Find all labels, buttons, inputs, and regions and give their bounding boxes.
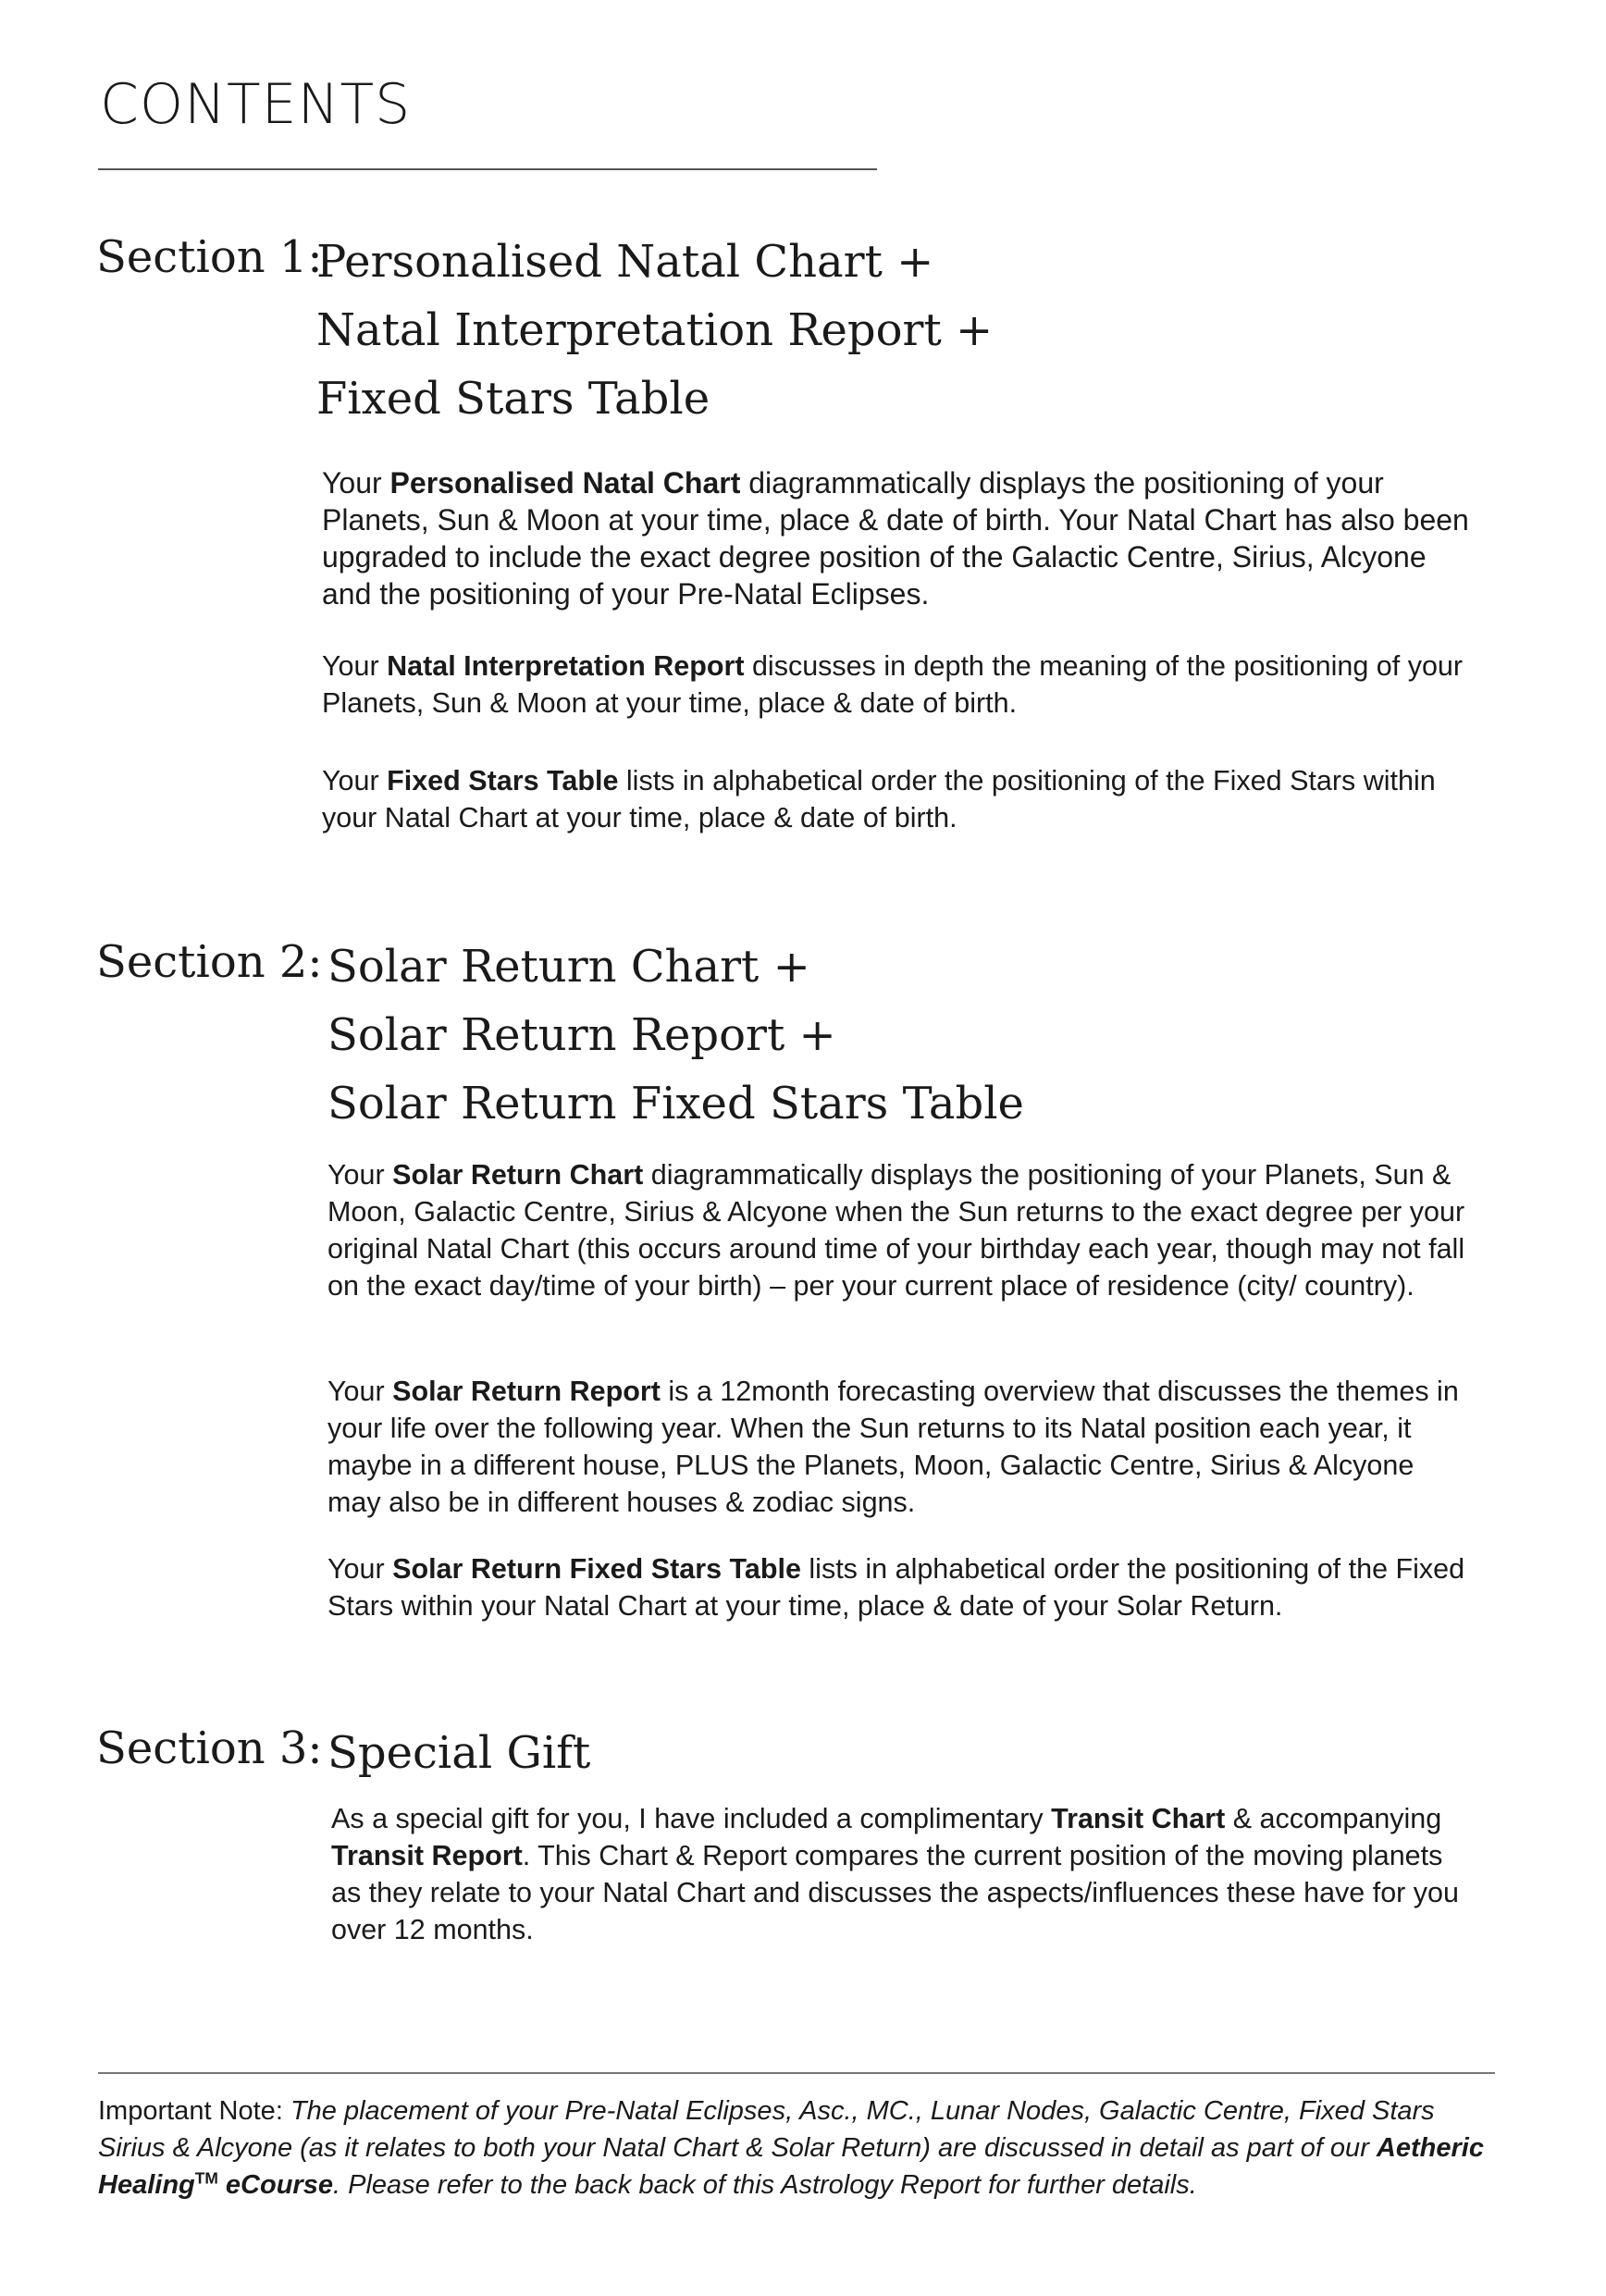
paragraph-text: Your (327, 1376, 393, 1407)
paragraph-text: . This Chart & Report compares the current position of the moving planets as they relate to your Natal Chart and discusses the aspects/influences these have for you over 12 months. (331, 1840, 1459, 1945)
important-note (98, 2092, 1504, 2203)
section-1-paragraph-interpretation (322, 648, 1469, 722)
note-text: The placement of your Pre-Natal Eclipses, Asc., MC., Lunar Nodes, Galactic Centre, Fixed Stars Sirius & Alcyone (as it relates to both your Natal Chart & Solar Return) are discussed in detail as part of our (98, 2096, 1435, 2163)
paragraph-text: discusses in depth the meaning of the positioning of your Planets, Sun & Moon at your time, place & date of birth. (322, 650, 1464, 719)
paragraph-term: Personalised Natal Chart (389, 466, 741, 500)
section-2-heading-line: Solar Return Chart + (327, 941, 810, 993)
footer-divider (98, 2072, 1495, 2074)
note-closing: . Please refer to the back back of this Astrology Report for further details. (332, 2170, 1197, 2200)
paragraph-text: Your (322, 765, 388, 796)
section-3-paragraph-special-gift (331, 1800, 1478, 1948)
paragraph-term: Fixed Stars Table (387, 765, 619, 796)
section-1-paragraph-fixed-stars (322, 762, 1469, 836)
trademark-mark: TM (194, 2168, 218, 2188)
paragraph-text: Your (322, 650, 388, 682)
paragraph-text: & accompanying (1225, 1803, 1442, 1834)
section-1-heading-line: Fixed Stars Table (316, 373, 710, 425)
section-2-heading-line: Solar Return Fixed Stars Table (327, 1078, 1024, 1129)
section-3-heading-line: Special Gift (327, 1727, 591, 1779)
note-brand: Aetheric Healing (98, 2133, 1484, 2200)
paragraph-text: diagrammatically displays the positioning of your Planets, Sun & Moon, Galactic Centre, Sirius & Alcyone when the Sun returns to the exact degree per your original Natal Chart (this occurs around time of your birthday each year, though may not fall on the exact day/time of your birth) – per your current place of residence (city/ country). (327, 1159, 1465, 1302)
paragraph-term: Solar Return Report (392, 1376, 661, 1407)
section-2-heading-line: Solar Return Report + (327, 1009, 836, 1061)
section-2-paragraph-solar-return-fixed-stars (327, 1550, 1475, 1624)
section-3-heading (327, 1719, 590, 1787)
page-title: CONTENTS (100, 72, 412, 137)
section-2-label: Section 2: (96, 936, 323, 988)
paragraph-text: Your (327, 1553, 393, 1585)
section-1-heading-line: Natal Interpretation Report + (316, 304, 994, 356)
paragraph-term: Natal Interpretation Report (387, 650, 745, 682)
title-divider (98, 168, 877, 170)
paragraph-text: Your (322, 466, 390, 500)
section-1-label: Section 1: (96, 231, 323, 283)
paragraph-term: Transit Report (331, 1840, 523, 1871)
paragraph-text: lists in alphabetical order the positioning of the Fixed Stars within your Natal Chart at your time, place & date of birth. (322, 765, 1436, 833)
section-1-paragraph-natal-chart (322, 464, 1469, 612)
paragraph-text: As a special gift for you, I have included a complimentary (331, 1803, 1052, 1834)
paragraph-term: Transit Chart (1051, 1803, 1226, 1834)
note-label: Important Note: (98, 2096, 290, 2126)
note-brand-suffix: eCourse (217, 2170, 333, 2200)
section-3-label: Section 3: (96, 1722, 323, 1774)
paragraph-text: diagrammatically displays the positioning of your Planets, Sun & Moon at your time, place & date of birth. Your Natal Chart has also been upgraded to include the exact degree position of the Galactic Centre, Sirius, Alcyone and the positioning of your Pre-Natal Eclipses. (322, 466, 1469, 611)
paragraph-text: is a 12month forecasting overview that discusses the themes in your life over the following year. When the Sun returns to its Natal position each year, it maybe in a different house, PLUS the Planets, Moon, Galactic Centre, Sirius & Alcyone may also be in different houses & zodiac signs. (327, 1376, 1459, 1518)
paragraph-text: lists in alphabetical order the positioning of the Fixed Stars within your Natal Chart at your time, place & date of your Solar Return. (327, 1553, 1465, 1622)
section-2-paragraph-solar-return-report (327, 1373, 1475, 1521)
section-1-heading (316, 228, 993, 433)
section-1-heading-line: Personalised Natal Chart + (316, 236, 934, 288)
section-2-paragraph-solar-return-chart (327, 1156, 1475, 1304)
paragraph-term: Solar Return Chart (392, 1159, 644, 1191)
section-2-heading (327, 932, 1024, 1138)
paragraph-text: Your (327, 1159, 393, 1191)
paragraph-term: Solar Return Fixed Stars Table (392, 1553, 801, 1585)
